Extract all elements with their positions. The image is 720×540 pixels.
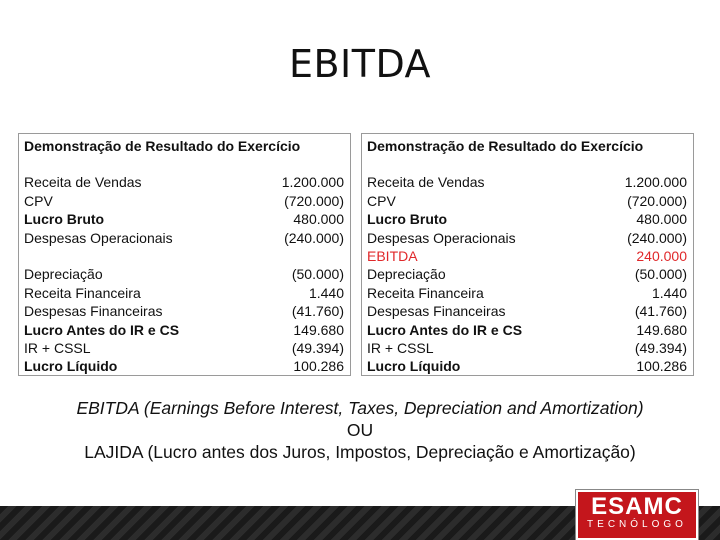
row-label: Lucro Antes do IR e CS [367, 321, 523, 338]
row-spacer [24, 247, 344, 265]
ebitda-row [367, 247, 687, 265]
caption-line-or: OU [346, 420, 374, 440]
row-value: 480.000 [293, 211, 344, 228]
caption-line-ebitda: EBITDA (Earnings Before Interest, Taxes, Depreciation and Amortization) [76, 398, 644, 418]
table-row [24, 192, 344, 210]
table-row [24, 321, 344, 339]
table-row [367, 284, 687, 302]
caption-line-lajida: LAJIDA (Lucro antes dos Juros, Impostos, Depreciação e Amortização) [84, 442, 636, 462]
row-label: Depreciação [24, 266, 103, 283]
row-value: 1.440 [651, 284, 687, 301]
esamc-logo [576, 490, 698, 540]
row-label: Despesas Operacionais [24, 229, 173, 246]
logo-subtitle: TECNÓLOGO [587, 519, 687, 530]
row-value: 100.286 [293, 358, 344, 375]
row-label: Lucro Líquido [367, 358, 461, 375]
table-row [367, 173, 687, 191]
table-row [367, 302, 687, 320]
row-label: IR + CSSL [367, 340, 434, 357]
row-value: (720.000) [284, 192, 344, 209]
table-row [24, 229, 344, 247]
table-row [24, 173, 344, 191]
row-value: 1.440 [308, 284, 344, 301]
table-row [367, 339, 687, 357]
row-label: IR + CSSL [24, 340, 91, 357]
table-row [24, 339, 344, 357]
row-value: (41.760) [634, 303, 687, 320]
table-heading: Demonstração de Resultado do Exercício [24, 138, 301, 154]
row-value: (50.000) [291, 266, 344, 283]
row-label: Despesas Financeiras [367, 303, 506, 320]
row-value: 149.680 [293, 321, 344, 338]
row-label: Receita de Vendas [367, 174, 485, 191]
logo-brand: ESAMC [591, 493, 683, 520]
row-label: Receita Financeira [24, 284, 141, 301]
row-value: (49.394) [634, 340, 687, 357]
row-label: Lucro Bruto [367, 211, 448, 228]
row-label: Lucro Líquido [24, 358, 118, 375]
table-row [24, 265, 344, 283]
row-label: Lucro Antes do IR e CS [24, 321, 180, 338]
table-row [367, 265, 687, 283]
row-label: CPV [367, 192, 396, 209]
row-label: CPV [24, 192, 53, 209]
row-label: Despesas Financeiras [24, 303, 163, 320]
row-label: Receita Financeira [367, 284, 484, 301]
row-value: (50.000) [634, 266, 687, 283]
table-row [367, 321, 687, 339]
row-label: Lucro Bruto [24, 211, 105, 228]
table-row [24, 302, 344, 320]
row-value: 100.286 [636, 358, 687, 375]
caption [0, 397, 720, 463]
row-value: (41.760) [291, 303, 344, 320]
row-value: (720.000) [627, 192, 687, 209]
table-row [24, 357, 344, 375]
row-value: 240.000 [636, 248, 687, 265]
table-heading: Demonstração de Resultado do Exercício [367, 138, 644, 154]
row-label: Depreciação [367, 266, 446, 283]
row-value: 1.200.000 [624, 174, 687, 191]
table-row [367, 229, 687, 247]
row-value: 480.000 [636, 211, 687, 228]
row-label: Receita de Vendas [24, 174, 142, 191]
slide-title: EBITDA [288, 42, 432, 86]
income-statement-table-left [18, 133, 351, 376]
row-value: 1.200.000 [281, 174, 344, 191]
income-statement-table-right [361, 133, 694, 376]
row-value: (240.000) [627, 229, 687, 246]
table-row [367, 210, 687, 228]
row-value: (240.000) [284, 229, 344, 246]
table-row [24, 210, 344, 228]
row-label: EBITDA [367, 248, 418, 265]
table-row [24, 284, 344, 302]
row-value: (49.394) [291, 340, 344, 357]
row-value: 149.680 [636, 321, 687, 338]
table-row [367, 357, 687, 375]
table-row [367, 192, 687, 210]
row-label: Despesas Operacionais [367, 229, 516, 246]
